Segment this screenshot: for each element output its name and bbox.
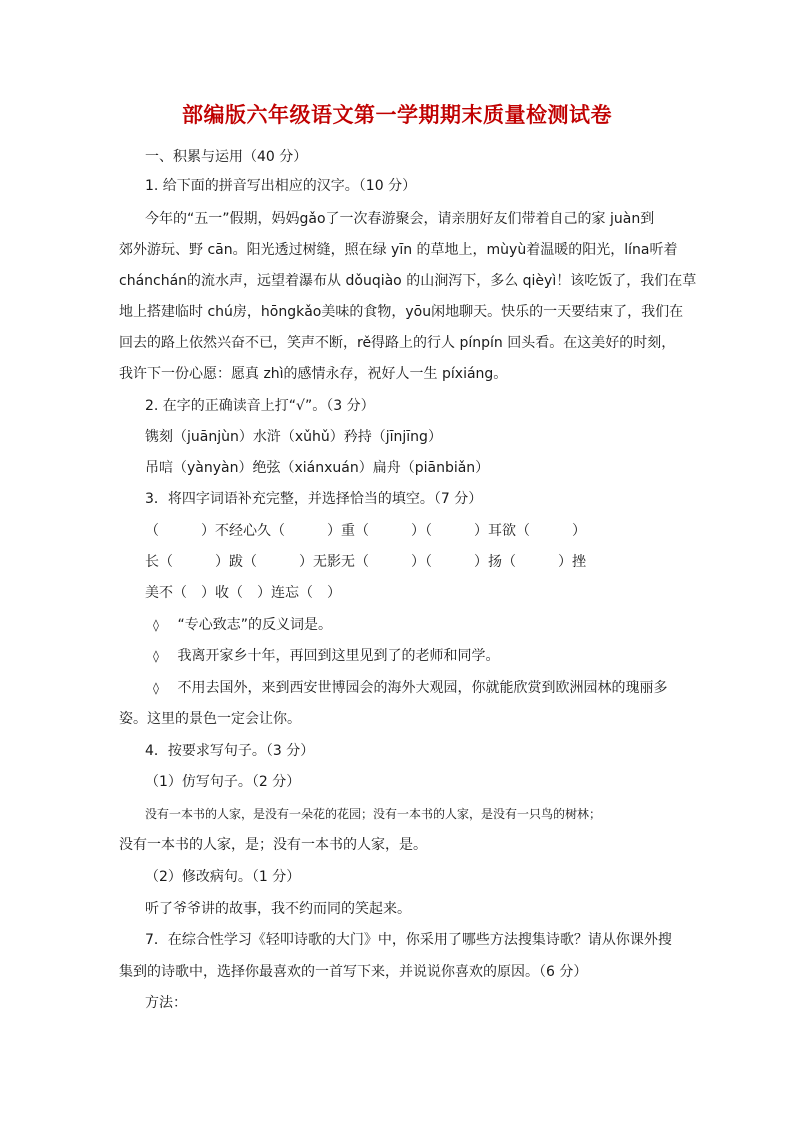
question-2-line: 吊唁（yànyàn）绝弦（xiánxuán）扁舟（piānbiǎn） xyxy=(145,460,490,476)
question-1-line: 地上搭建临时 chú房，hōngkǎo美味的食物，yōu闲地聊天。快乐的一天要结束了，我们在 xyxy=(119,304,684,320)
method-label: 方法： xyxy=(145,995,187,1011)
question-2-line: 镌刻（juānjùn）水浒（xǔhǔ）矜持（jīnjīng） xyxy=(145,429,442,445)
question-3-row: 长（ ）跋（ ）无影无（ ）（ ）扬（ ）挫 xyxy=(145,554,586,570)
section-heading: 一、积累与运用（40 分） xyxy=(145,149,308,165)
question-1-line: 今年的“五一”假期，妈妈gǎo了一次春游聚会，请亲朋好友们带着自己的家 juàn到 xyxy=(145,211,655,227)
bullet-icon: ◊ xyxy=(153,649,159,663)
question-4-sub-heading: （2）修改病句。（1 分） xyxy=(145,869,301,885)
question-3-item xyxy=(153,615,332,635)
question-1-line: 我许下一份心愿：愿真 zhì的感情永存，祝好人一生 píxiáng。 xyxy=(119,366,508,382)
question-2-heading: 2. 在字的正确读音上打“√”。（3 分） xyxy=(145,398,375,414)
question-1-heading: 1. 给下面的拼音写出相应的汉字。（10 分） xyxy=(145,178,417,194)
question-1-line: chánchán的流水声，远望着瀑布从 dǒuqiào 的山涧泻下，多么 qièyì！该吃饭了，我们在草 xyxy=(119,273,697,289)
question-3-item-cont: 姿。这里的景色一定会让你。 xyxy=(119,711,301,727)
question-3-item-text: “专心致志”的反义词是。 xyxy=(177,617,332,633)
question-4-heading: 4．按要求写句子。（3 分） xyxy=(145,743,315,759)
question-3-item xyxy=(153,646,499,666)
question-3-heading: 3．将四字词语补充完整，并选择恰当的填空。（7 分） xyxy=(145,491,483,507)
question-1-line: 郊外游玩、野 cān。阳光透过树缝，照在绿 yīn 的草地上，mùyù着温暖的阳光，lína听着 xyxy=(119,242,678,258)
question-3-row: （ ）不经心久（ ）重（ ）（ ）耳欲（ ） xyxy=(145,523,586,539)
question-3-item xyxy=(153,678,667,698)
faulty-sentence: 听了爷爷讲的故事，我不约而同的笑起来。 xyxy=(145,901,411,917)
question-7-line: 集到的诗歌中，选择你最喜欢的一首写下来，并说说你喜欢的原因。（6 分） xyxy=(119,964,588,980)
page-title: 部编版六年级语文第一学期期末质量检测试卷 xyxy=(182,103,612,127)
question-1-line: 回去的路上依然兴奋不已，笑声不断，rě得路上的行人 pínpín 回头看。在这美好的时刻， xyxy=(119,335,676,351)
example-sentence: 没有一本书的人家，是没有一朵花的花园；没有一本书的人家，是没有一只鸟的树林； xyxy=(145,807,602,821)
bullet-icon: ◊ xyxy=(153,618,159,632)
fill-sentence: 没有一本书的人家，是；没有一本书的人家，是。 xyxy=(119,837,427,853)
question-4-sub-heading: （1）仿写句子。（2 分） xyxy=(145,774,301,790)
bullet-icon: ◊ xyxy=(153,681,159,695)
question-3-item-text: 不用去国外，来到西安世博园会的海外大观园，你就能欣赏到欧洲园林的瑰丽多 xyxy=(177,680,668,696)
question-3-row: 美不（ ）收（ ）连忘（ ） xyxy=(145,585,341,601)
question-7-line: 7．在综合性学习《轻叩诗歌的大门》中，你采用了哪些方法搜集诗歌？请从你课外搜 xyxy=(145,932,672,948)
question-3-item-text: 我离开家乡十年，再回到这里见到了的老师和同学。 xyxy=(177,648,500,664)
